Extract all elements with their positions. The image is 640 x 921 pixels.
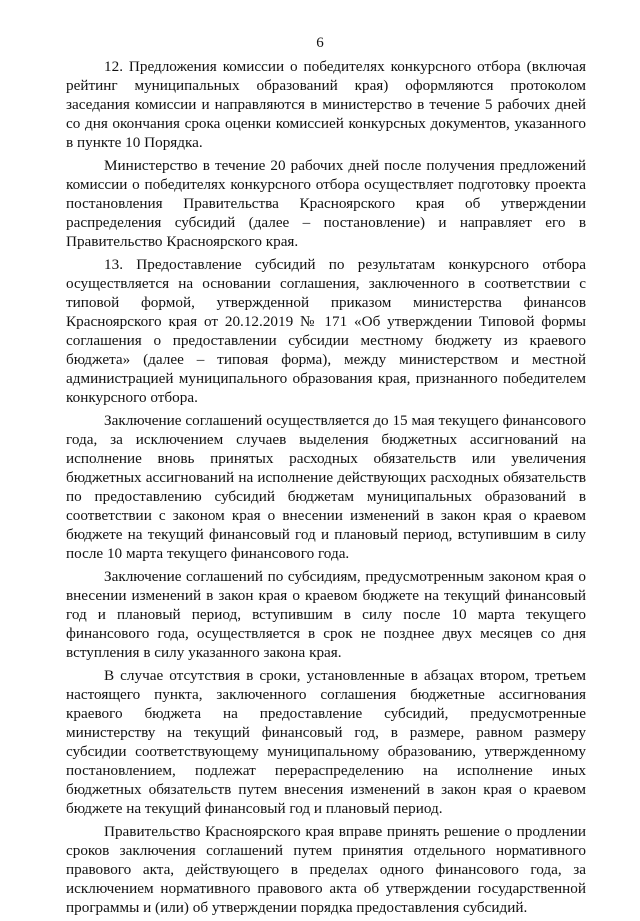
paragraph-agreement-deadline: Заключение соглашений осуществляется до 15 мая текущего финансового года, за исключением случаев выделения бюджетных ассигнований на исполнение вновь принятых расходных обязательств или увеличения бюджетных ассигнований на исполнение действующих расходных обязательств по предоставлению субсидий бюджетам муниципальных образований в соответствии с законом края о внесении изменений в закон края о краевом бюджете на текущий финансовый год и плановый период, вступившим в силу после 10 марта текущего финансового года. [66,412,586,562]
paragraph-item-12: 12. Предложения комиссии о победителях конкурсного отбора (включая рейтинг муниципальных образований края) оформляются протоколом заседания комиссии и направляются в министерство в течение 5 рабочих дней со дня окончания срока оценки комиссией конкурсных документов, указанного в пункте 10 Порядка. [66,58,586,151]
paragraph-ministry-preparation: Министерство в течение 20 рабочих дней после получения предложений комиссии о победителях конкурсного отбора осуществляет подготовку проекта постановления Правительства Красноярского края об утверждении распределения субсидий (далее – постановление) и направляет его в Правительство Красноярского края. [66,157,586,250]
paragraph-government-extension: Правительство Красноярского края вправе принять решение о продлении сроков заключения соглашений путем принятия отдельного нормативного правового акта, действующего в пределах одного финансового года, за исключением нормативного правового акта об утверждении государственной программы и (или) об утверждении порядка предоставления субсидий. [66,823,586,916]
document-body [66,57,586,921]
paragraph-item-13: 13. Предоставление субсидий по результатам конкурсного отбора осуществляется на основании соглашения, заключенного в соответствии с типовой формой, утвержденной приказом министерства финансов Красноярского края от 20.12.2019 № 171 «Об утверждении Типовой формы соглашения о предоставлении субсидии местному бюджету из краевого бюджета» (далее – типовая форма), между министерством и местной администрацией муниципального образования края, признанного победителем конкурсного отбора. [66,256,586,406]
paragraph-absence-of-agreement: В случае отсутствия в сроки, установленные в абзацах втором, третьем настоящего пункта, заключенного соглашения бюджетные ассигнования краевого бюджета на предоставление субсидий, предусмотренные министерству на текущий финансовый год, в размере, равном размеру субсидии соответствующему муниципальному образованию, утвержденному постановлением, подлежат перераспределению на исполнение иных бюджетных обязательств путем внесения изменений в закон края о краевом бюджете на текущий финансовый год и плановый период. [66,667,586,817]
page-number: 6 [316,35,324,51]
paragraph-agreement-subsidies-law: Заключение соглашений по субсидиям, предусмотренным законом края о внесении изменений в закон края о краевом бюджете на текущий финансовый год и плановый период, вступившим в силу после 10 марта текущего финансового года, осуществляется в срок не позднее двух месяцев со дня вступления в силу указанного закона края. [66,568,586,661]
